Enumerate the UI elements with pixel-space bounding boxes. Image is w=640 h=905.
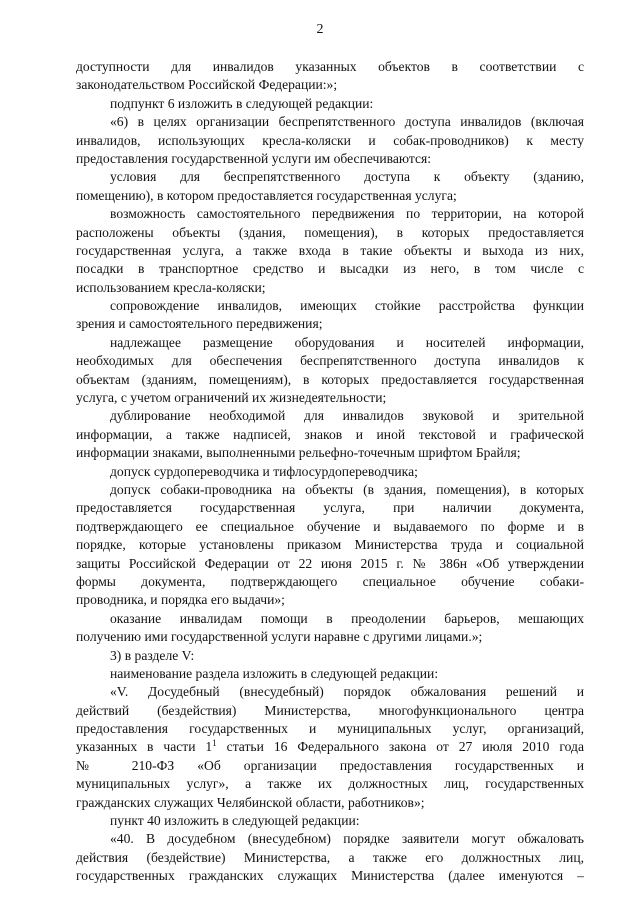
text-line [76, 499, 584, 517]
text-line-content: «40. В досудебном (внесудебном) порядке заявители могут обжаловать [110, 831, 584, 847]
text-line-content: зрения и самостоятельного передвижения; [76, 316, 323, 332]
text-line-content: пункт 40 изложить в следующей редакции: [110, 813, 360, 829]
text-line [76, 775, 584, 793]
text-line [76, 481, 584, 499]
text-line-content: объектам (зданиям, помещениям), в которых предоставляется государственная [76, 371, 584, 387]
text-line-content: услуга, с учетом ограничений их жизнедеятельности; [76, 390, 387, 406]
text-line [76, 150, 584, 168]
text-line-content: возможность самостоятельного передвижения по территории, на которой [110, 206, 584, 222]
text-line [76, 683, 584, 701]
text-line [76, 628, 584, 646]
text-line [76, 224, 584, 242]
text-line-content: оказание инвалидам помощи в преодолении барьеров, мешающих [110, 610, 584, 626]
text-line-content: порядке, которые установлены приказом Министерства труда и социальной [76, 537, 584, 553]
text-line [76, 76, 584, 94]
text-line-content: инвалидов, использующих кресла-коляски и собак-проводников) к месту [76, 132, 584, 148]
text-line [76, 444, 584, 462]
text-line-content: информации, а также надписей, знаков и иной текстовой и графической [76, 426, 584, 442]
text-line-content: подтверждающего ее специальное обучение и выдаваемого по форме и в [76, 518, 584, 534]
text-line-content: условия для беспрепятственного доступа к объекту (зданию, [110, 169, 584, 185]
text-line [76, 720, 584, 738]
text-line-content: действий (бездействия) Министерства, многофункционального центра [76, 702, 584, 718]
text-line [76, 58, 584, 76]
text-line-content: указанных в части 1 [76, 739, 213, 755]
text-line [76, 95, 584, 113]
text-line-tail: статьи 16 Федерального закона от 27 июля 2010 года [216, 739, 584, 755]
text-line [76, 867, 584, 885]
text-line-content: допуск сурдопереводчика и тифлосурдопереводчика; [110, 463, 418, 479]
text-line-content: муниципальных услуг», а также их должностных лиц, государственных [76, 776, 584, 792]
text-line [76, 113, 584, 131]
text-line-content: допуск собаки-проводника на объекты (в здания, помещения), в которых [110, 481, 584, 497]
text-line-content: доступности для инвалидов указанных объектов в соответствии с [76, 59, 584, 74]
text-line [76, 794, 584, 812]
text-line-content: формы документа, подтверждающего специальное обучение собаки- [76, 573, 584, 589]
page-number: 2 [316, 22, 324, 37]
text-line-content: расположены объекты (здания, помещения), в которых предоставляется [76, 224, 584, 240]
text-line-content: предоставления государственной услуги им обеспечиваются: [76, 150, 432, 166]
text-line-content: надлежащее размещение оборудования и носителей информации, [110, 334, 584, 350]
text-line-content: подпункт 6 изложить в следующей редакции: [110, 95, 374, 111]
text-line [76, 738, 584, 756]
text-line-content: защиты Российской Федерации от 22 июня 2015 г. № 386н «Об утверждении [76, 555, 584, 571]
text-line [76, 757, 584, 775]
superscript: 1 [212, 738, 217, 749]
text-line-content: дублирование необходимой для инвалидов звуковой и зрительной [110, 408, 584, 424]
text-line [76, 168, 584, 186]
text-line-content: государственная услуга, а также входа в такие объекты и выхода из них, [76, 242, 584, 258]
text-line [76, 205, 584, 223]
text-line [76, 407, 584, 425]
text-line-content: «V. Досудебный (внесудебный) порядок обжалования решений и [110, 684, 584, 700]
text-line [76, 371, 584, 389]
text-line [76, 187, 584, 205]
text-line [76, 702, 584, 720]
text-line-content: предоставляется государственная услуга, при наличии документа, [76, 500, 584, 516]
text-line-content: использованием кресла-коляски; [76, 279, 266, 295]
text-line [76, 830, 584, 848]
text-line [76, 647, 584, 665]
text-line-content: государственных гражданских служащих Министерства (далее именуются – [76, 868, 584, 884]
text-line-content: действия (бездействие) Министерства, а также его должностных лиц, [76, 849, 584, 865]
text-line-content: гражданских служащих Челябинской области, работников»; [76, 794, 425, 810]
text-line-content: проводника, и порядка его выдачи»; [76, 592, 285, 608]
text-line [76, 610, 584, 628]
text-line [76, 315, 584, 333]
text-line [76, 463, 584, 481]
text-line [76, 389, 584, 407]
text-line [76, 665, 584, 683]
text-line [76, 812, 584, 830]
text-line [76, 260, 584, 278]
text-line-content: законодательством Российской Федерации:»; [76, 77, 338, 93]
text-line [76, 849, 584, 867]
text-line [76, 297, 584, 315]
text-line [76, 242, 584, 260]
text-line-content: помещению), в котором предоставляется государственная услуга; [76, 187, 457, 203]
text-line-content: сопровождение инвалидов, имеющих стойкие расстройства функции [110, 298, 584, 314]
text-line-content: наименование раздела изложить в следующей редакции: [110, 665, 439, 681]
text-line-content: предоставления государственных и муниципальных услуг, организаций, [76, 721, 584, 737]
text-line [76, 132, 584, 150]
text-line [76, 352, 584, 370]
text-line-content: посадки в транспортное средство и высадки из него, в том числе с [76, 261, 584, 277]
text-line-content: 3) в разделе V: [110, 647, 195, 663]
document-body [76, 58, 584, 886]
text-line [76, 536, 584, 554]
text-line [76, 279, 584, 297]
text-line-content: № 210-ФЗ «Об организации предоставления государственных и [76, 757, 584, 773]
text-line [76, 573, 584, 591]
text-line [76, 334, 584, 352]
text-line-content: информации знаками, выполненными рельефно-точечным шрифтом Брайля; [76, 445, 521, 461]
text-line-content: получению ими государственной услуги наравне с другими лицами.»; [76, 629, 483, 645]
text-line [76, 555, 584, 573]
text-line [76, 426, 584, 444]
text-line-content: «6) в целях организации беспрепятственного доступа инвалидов (включая [110, 114, 584, 130]
text-line [76, 518, 584, 536]
text-line-content: необходимых для обеспечения беспрепятственного доступа инвалидов к [76, 353, 584, 369]
text-line [76, 591, 584, 609]
